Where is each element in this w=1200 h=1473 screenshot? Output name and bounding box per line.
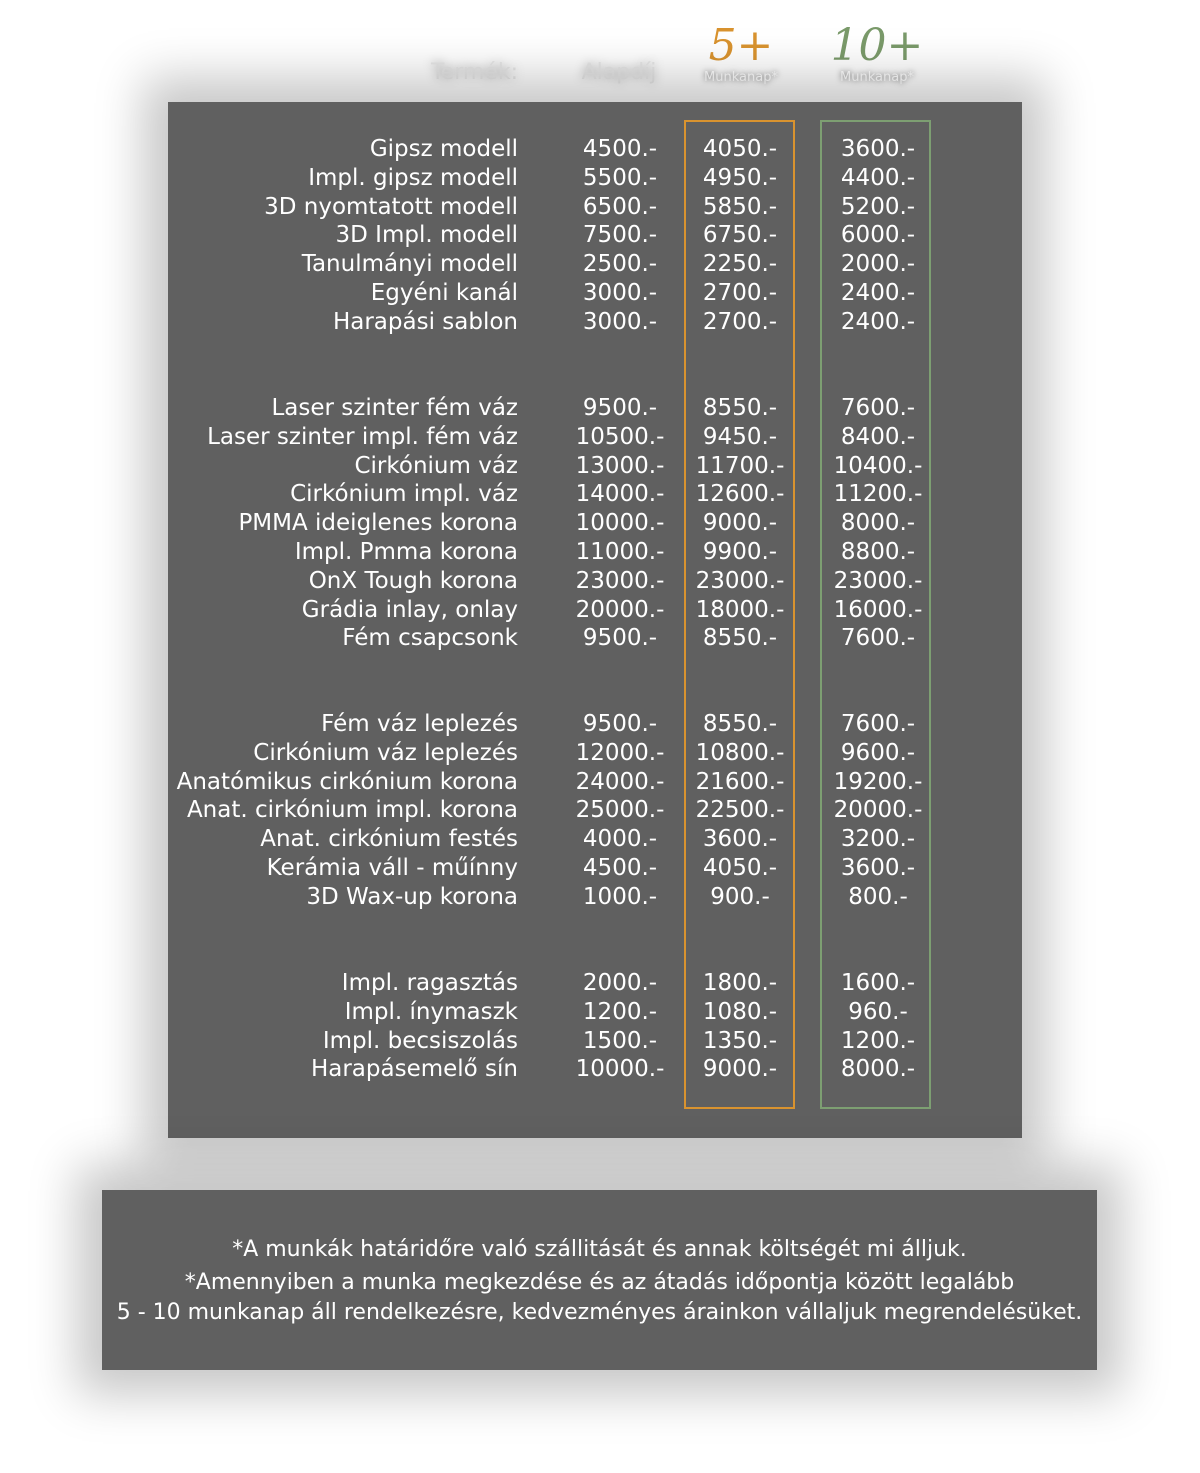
base-price: 10500.- xyxy=(575,423,665,450)
product-name: Cirkónium váz xyxy=(354,452,518,479)
base-price: 10000.- xyxy=(575,510,665,537)
table-row xyxy=(168,596,1022,625)
product-name: Fém váz leplezés xyxy=(321,711,518,737)
notes-panel xyxy=(102,1190,1097,1370)
price-group xyxy=(168,135,1022,337)
table-row xyxy=(168,193,1022,222)
table-row xyxy=(168,969,1022,998)
table-row xyxy=(168,854,1022,883)
tier-5-plus-label: 5+ xyxy=(708,20,774,71)
price-5-plus: 1350.- xyxy=(702,1027,778,1054)
product-name: Laser szinter fém váz xyxy=(271,395,518,421)
table-row xyxy=(168,710,1022,739)
product-name: OnX Tough korona xyxy=(308,567,518,594)
note-line: 5 - 10 munkanap áll rendelkezésre, kedvezményes árainkon vállaljuk megrendelésüket. xyxy=(116,1300,1083,1325)
price-5-plus: 1800.- xyxy=(702,970,778,996)
table-row xyxy=(168,825,1022,854)
price-5-plus: 10800.- xyxy=(695,739,785,766)
table-row xyxy=(168,250,1022,279)
product-name: Laser szinter impl. fém váz xyxy=(207,423,518,450)
price-5-plus: 8550.- xyxy=(702,711,778,737)
price-5-plus: 12600.- xyxy=(695,481,785,508)
price-10-plus: 3600.- xyxy=(840,854,916,881)
table-row xyxy=(168,739,1022,768)
tier-5-plus-sublabel: Munkanap* xyxy=(704,70,778,85)
table-row xyxy=(168,394,1022,423)
base-price: 20000.- xyxy=(575,596,665,623)
product-name: Anat. cirkónium impl. korona xyxy=(186,797,518,824)
price-5-plus: 22500.- xyxy=(695,797,785,824)
price-10-plus: 2400.- xyxy=(840,308,916,335)
table-row xyxy=(168,135,1022,164)
table-row xyxy=(168,768,1022,797)
price-10-plus: 1200.- xyxy=(840,1027,916,1054)
price-10-plus: 3200.- xyxy=(840,826,916,853)
product-name: Gipsz modell xyxy=(369,136,518,162)
table-row xyxy=(168,308,1022,337)
price-5-plus: 23000.- xyxy=(695,567,785,594)
table-row xyxy=(168,221,1022,250)
table-row xyxy=(168,796,1022,825)
base-price: 2000.- xyxy=(582,970,658,996)
table-row xyxy=(168,538,1022,567)
price-5-plus: 4050.- xyxy=(702,854,778,881)
base-price: 9500.- xyxy=(582,625,658,652)
price-5-plus: 6750.- xyxy=(702,222,778,249)
base-price: 5500.- xyxy=(582,164,658,191)
base-price: 13000.- xyxy=(575,452,665,479)
base-price: 23000.- xyxy=(575,567,665,594)
product-name: Grádia inlay, onlay xyxy=(301,596,518,623)
table-row xyxy=(168,1055,1022,1084)
price-5-plus: 3600.- xyxy=(702,826,778,853)
product-name: 3D Wax-up korona xyxy=(306,883,518,910)
price-10-plus: 960.- xyxy=(848,998,908,1025)
product-name: PMMA ideiglenes korona xyxy=(238,510,518,537)
table-row xyxy=(168,883,1022,912)
price-10-plus: 2400.- xyxy=(840,279,916,306)
product-name: Fém csapcsonk xyxy=(342,625,518,652)
price-10-plus: 800.- xyxy=(848,883,908,910)
price-10-plus: 23000.- xyxy=(833,567,923,594)
product-name: Anat. cirkónium festés xyxy=(260,826,518,853)
base-price: 24000.- xyxy=(575,768,665,795)
price-10-plus: 8800.- xyxy=(840,538,916,565)
tier-10-plus-label: 10+ xyxy=(830,20,924,71)
product-name: Egyéni kanál xyxy=(370,279,518,306)
product-name: Harapásemelő sín xyxy=(310,1056,518,1083)
base-price: 4500.- xyxy=(582,854,658,881)
price-5-plus: 5850.- xyxy=(702,193,778,220)
product-name: Cirkónium váz leplezés xyxy=(253,739,518,766)
price-10-plus: 3600.- xyxy=(840,136,916,162)
base-price: 3000.- xyxy=(582,279,658,306)
table-row xyxy=(168,480,1022,509)
price-10-plus: 8400.- xyxy=(840,423,916,450)
price-5-plus: 9000.- xyxy=(702,510,778,537)
price-10-plus: 1600.- xyxy=(840,970,916,996)
base-price: 14000.- xyxy=(575,481,665,508)
price-5-plus: 18000.- xyxy=(695,596,785,623)
price-10-plus: 4400.- xyxy=(840,164,916,191)
base-price: 4500.- xyxy=(582,136,658,162)
product-name: 3D nyomtatott modell xyxy=(264,193,518,220)
tier-10-plus-sublabel: Munkanap* xyxy=(840,70,914,85)
table-row xyxy=(168,1027,1022,1056)
column-header-product: Termék: xyxy=(430,60,518,85)
price-5-plus: 4050.- xyxy=(702,136,778,162)
base-price: 1000.- xyxy=(582,883,658,910)
price-10-plus: 5200.- xyxy=(840,193,916,220)
product-name: Harapási sablon xyxy=(332,308,518,335)
base-price: 4000.- xyxy=(582,826,658,853)
price-10-plus: 20000.- xyxy=(833,797,923,824)
price-5-plus: 21600.- xyxy=(695,768,785,795)
price-5-plus: 8550.- xyxy=(702,625,778,652)
product-name: Impl. becsiszolás xyxy=(322,1027,518,1054)
price-10-plus: 19200.- xyxy=(833,768,923,795)
price-10-plus: 6000.- xyxy=(840,222,916,249)
product-name: Tanulmányi modell xyxy=(301,251,518,278)
price-10-plus: 7600.- xyxy=(840,711,916,737)
price-10-plus: 11200.- xyxy=(833,481,923,508)
base-price: 1200.- xyxy=(582,998,658,1025)
column-header-base-price: Alapdíj xyxy=(581,60,657,85)
price-5-plus: 11700.- xyxy=(695,452,785,479)
base-price: 2500.- xyxy=(582,251,658,278)
table-row xyxy=(168,998,1022,1027)
price-10-plus: 16000.- xyxy=(833,596,923,623)
base-price: 3000.- xyxy=(582,308,658,335)
product-name: Impl. ragasztás xyxy=(341,970,518,996)
note-line: *Amennyiben a munka megkezdése és az átadás időpontja között legalább xyxy=(184,1270,1015,1295)
table-row xyxy=(168,423,1022,452)
price-10-plus: 2000.- xyxy=(840,251,916,278)
price-table-panel xyxy=(168,102,1022,1138)
product-name: Cirkónium impl. váz xyxy=(290,481,518,508)
price-10-plus: 7600.- xyxy=(840,395,916,421)
price-10-plus: 8000.- xyxy=(840,510,916,537)
price-5-plus: 9000.- xyxy=(702,1056,778,1083)
base-price: 25000.- xyxy=(575,797,665,824)
price-10-plus: 10400.- xyxy=(833,452,923,479)
price-5-plus: 9900.- xyxy=(702,538,778,565)
product-name: Kerámia váll - műínny xyxy=(266,854,518,881)
price-group xyxy=(168,969,1022,1084)
base-price: 10000.- xyxy=(575,1056,665,1083)
table-row xyxy=(168,164,1022,193)
price-group xyxy=(168,710,1022,912)
table-row xyxy=(168,509,1022,538)
table-row xyxy=(168,567,1022,596)
price-10-plus: 8000.- xyxy=(840,1056,916,1083)
base-price: 9500.- xyxy=(582,395,658,421)
price-10-plus: 7600.- xyxy=(840,625,916,652)
price-5-plus: 8550.- xyxy=(702,395,778,421)
price-5-plus: 900.- xyxy=(710,883,770,910)
base-price: 1500.- xyxy=(582,1027,658,1054)
base-price: 12000.- xyxy=(575,739,665,766)
price-5-plus: 2700.- xyxy=(702,279,778,306)
price-5-plus: 2700.- xyxy=(702,308,778,335)
table-row xyxy=(168,279,1022,308)
price-10-plus: 9600.- xyxy=(840,739,916,766)
price-5-plus: 2250.- xyxy=(702,251,778,278)
note-line: *A munkák határidőre való szállitását és annak költségét mi álljuk. xyxy=(232,1237,967,1262)
price-group xyxy=(168,394,1022,653)
table-row xyxy=(168,624,1022,653)
base-price: 6500.- xyxy=(582,193,658,220)
base-price: 11000.- xyxy=(575,538,665,565)
price-5-plus: 9450.- xyxy=(702,423,778,450)
product-name: Impl. Pmma korona xyxy=(294,538,518,565)
table-row xyxy=(168,452,1022,481)
price-5-plus: 1080.- xyxy=(702,998,778,1025)
product-name: Impl. ínymaszk xyxy=(344,998,518,1025)
price-5-plus: 4950.- xyxy=(702,164,778,191)
product-name: Anatómikus cirkónium korona xyxy=(176,768,518,795)
product-name: 3D Impl. modell xyxy=(335,222,518,249)
base-price: 7500.- xyxy=(582,222,658,249)
product-name: Impl. gipsz modell xyxy=(308,164,518,191)
base-price: 9500.- xyxy=(582,711,658,737)
